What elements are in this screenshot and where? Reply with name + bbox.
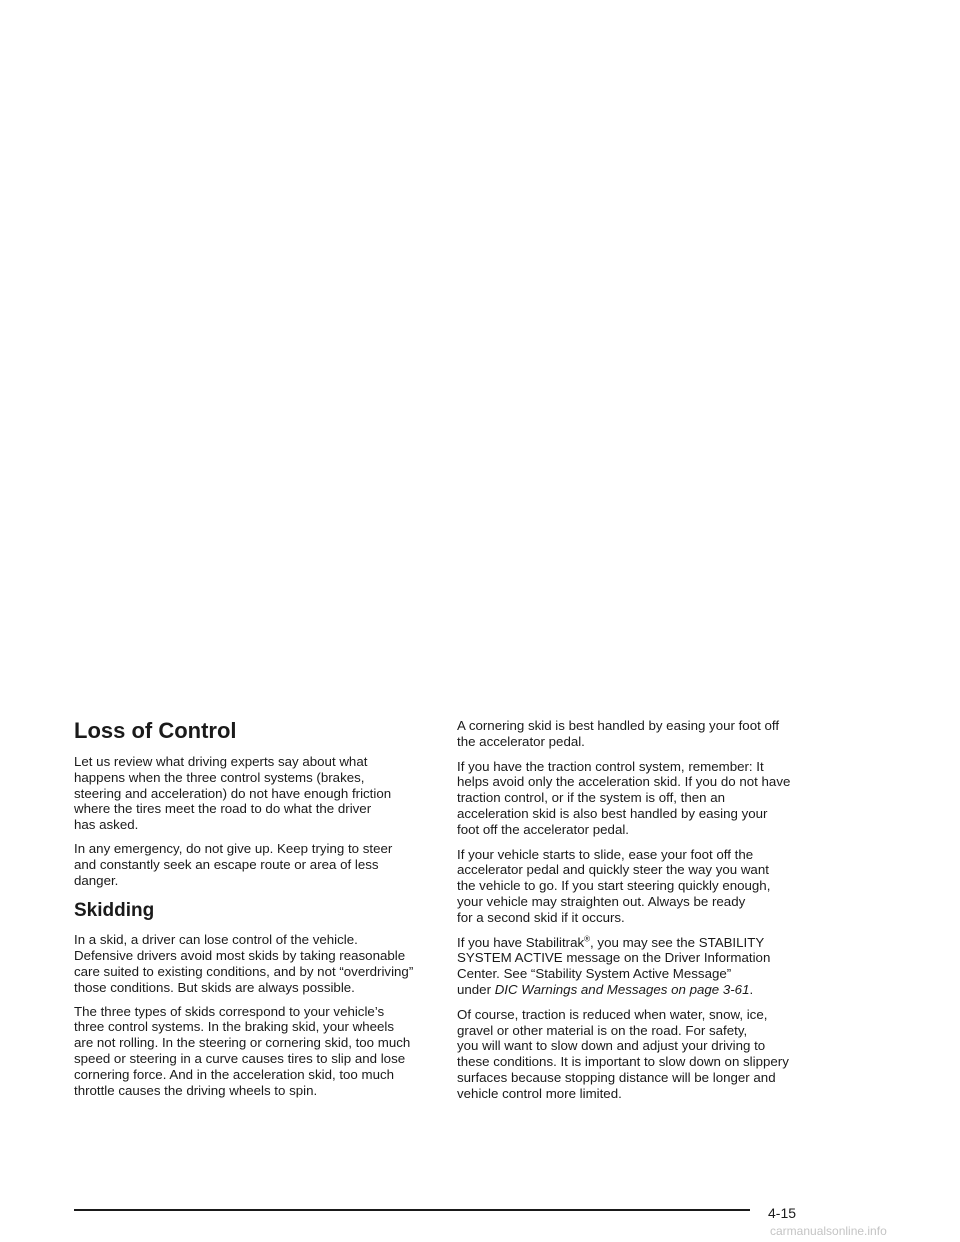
stabilitrak-text-start: If you have Stabilitrak bbox=[457, 934, 585, 950]
paragraph-cornering-skid: A cornering skid is best handled by easing your foot off the accelerator pedal. bbox=[457, 718, 780, 749]
paragraph-friction: Let us review what driving experts say about what happens when the three control systems (brakes, steering and acceleration) do not have enough friction where the tires meet the road to do what the driver has asked. bbox=[74, 754, 392, 833]
paragraph-traction-control: If you have the traction control system, remember: It helps avoid only the acceleration skid. If you do not have traction control, or if the system is off, then an acceleration skid is also best handled by easing your foot off the accelerator pedal. bbox=[457, 758, 791, 837]
dic-warnings-reference: DIC Warnings and Messages on page 3-61 bbox=[494, 981, 750, 997]
stabilitrak-text-end: . bbox=[749, 981, 754, 997]
page-number: 4-15 bbox=[768, 1205, 797, 1221]
paragraph-stabilitrak bbox=[457, 935, 822, 998]
section-heading-loss-of-control: Loss of Control bbox=[74, 718, 237, 743]
paragraph-vehicle-slide: If your vehicle starts to slide, ease your foot off the accelerator pedal and quickly steer the way you want the vehicle to go. If you start steering quickly enough, your vehicle may straighten out. Always be ready for a second skid if it occurs. bbox=[457, 846, 771, 925]
watermark: carmanualsonline.info bbox=[770, 1224, 887, 1238]
registered-mark: ® bbox=[584, 934, 591, 944]
paragraph-traction-reduced: Of course, traction is reduced when water, snow, ice, gravel or other material is on the road. For safety, you will want to slow down and adjust your driving to these conditions. It is important to slow down on slippery surfaces because stopping distance will be longer and vehicle control more limited. bbox=[457, 1006, 789, 1101]
paragraph-skid-intro: In a skid, a driver can lose control of the vehicle. Defensive drivers avoid most skids by taking reasonable care suited to existing conditions, and by not “overdriving” those conditions. But skids are always possible. bbox=[74, 932, 414, 995]
left-column bbox=[74, 714, 439, 1106]
section-heading-skidding: Skidding bbox=[74, 900, 155, 922]
paragraph-skid-types: The three types of skids correspond to your vehicle’s three control systems. In the braking skid, your wheels are not rolling. In the steering or cornering skid, too much speed or steering in a curve causes tires to slip and lose cornering force. And in the acceleration skid, too much throttle causes the driving wheels to spin. bbox=[74, 1003, 411, 1098]
stabilitrak-text-middle: , you may see the STABILITY SYSTEM ACTIVE message on the Driver Information Center. See “Stability System Active Message” under bbox=[457, 934, 771, 997]
paragraph-emergency: In any emergency, do not give up. Keep trying to steer and constantly seek an escape route or area of less danger. bbox=[74, 840, 393, 888]
footer-rule bbox=[74, 1209, 750, 1211]
right-column bbox=[457, 714, 822, 1111]
